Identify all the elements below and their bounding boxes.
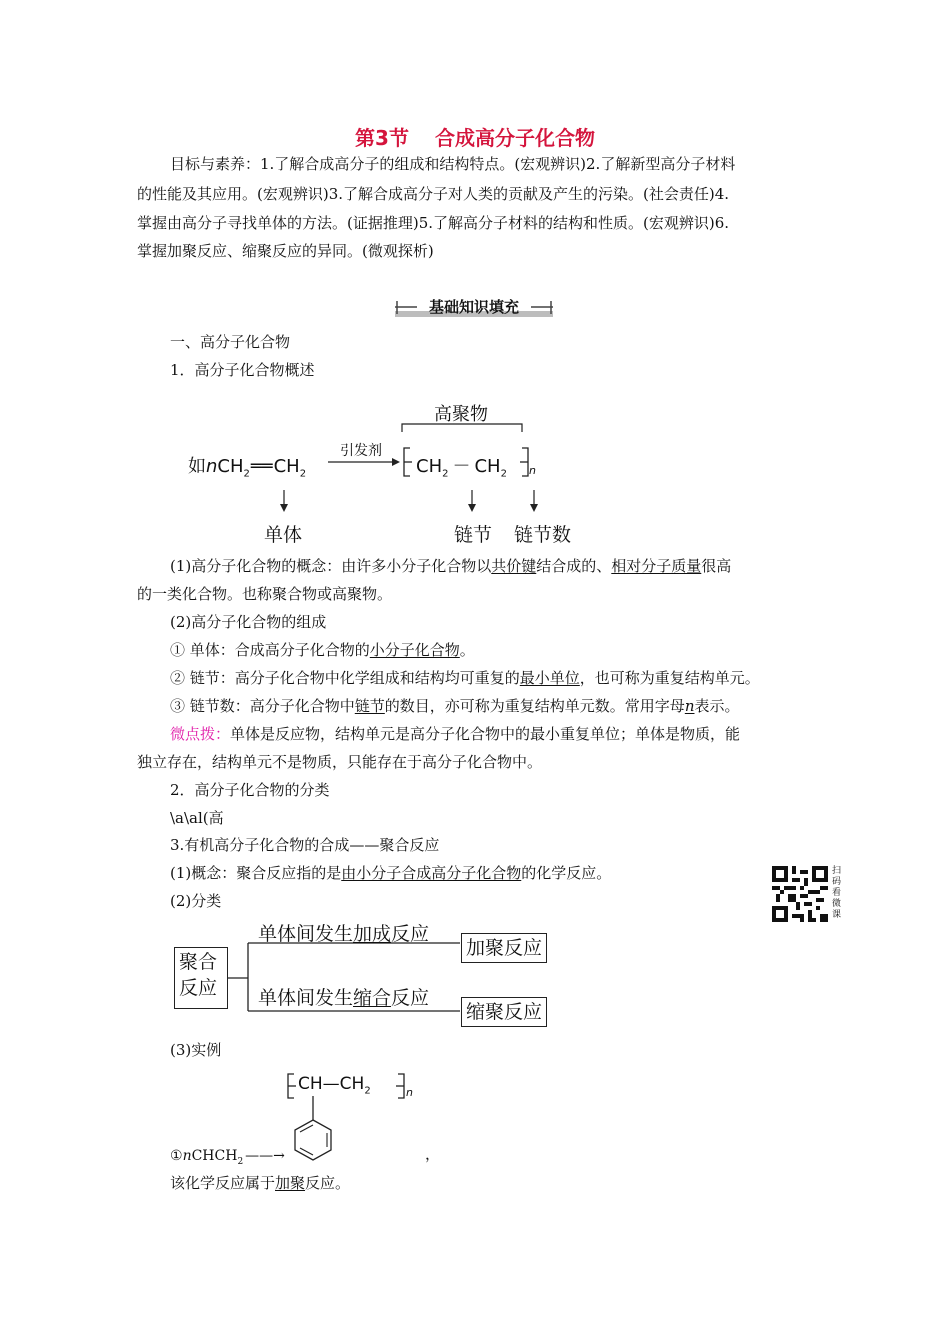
initiator-label: 引发剂 xyxy=(340,443,382,459)
equation-comma: ， xyxy=(425,1145,441,1163)
page-title xyxy=(0,122,950,151)
addition-condition: 单体间发生加成反应 xyxy=(258,923,430,945)
banner-text: 基础知识填充 xyxy=(428,298,519,316)
chain-unit-label: 链节 xyxy=(454,524,493,546)
synthesis-concept: (1)概念：聚合反应指的是由小分子合成高分子化合物的化学反应。 xyxy=(170,864,612,882)
composition-heading: (2)高分子化合物的组成 xyxy=(170,613,327,631)
condensation-condition: 单体间发生缩合反应 xyxy=(258,987,430,1009)
goals-line-4: 掌握加聚反应、缩聚反应的异同。(微观探析) xyxy=(137,242,434,260)
chain-unit-definition: ② 链节：高分子化合物中化学组成和结构均可重复的最小单位，也可称为重复结构单元。 xyxy=(170,669,760,687)
section-name: 合成高分子化合物 xyxy=(434,126,595,150)
chain-count-label: 链节数 xyxy=(514,524,572,546)
chain-count-subscript: n xyxy=(529,464,536,477)
heading-overview: 1．高分子化合物概述 xyxy=(170,361,315,379)
repeat-count: n xyxy=(406,1086,413,1099)
section-banner xyxy=(395,296,553,318)
heading-polymer: 一、高分子化合物 xyxy=(170,333,291,351)
classification-diagram xyxy=(170,915,570,1030)
polymerization-box: 聚合 反应 xyxy=(174,947,228,1009)
polymer-label: 高聚物 xyxy=(434,404,488,425)
addition-polymerization-box: 加聚反应 xyxy=(461,933,547,963)
qr-caption: 扫 码 看 微 课 xyxy=(832,866,842,920)
polymer-overview-diagram xyxy=(180,398,600,548)
repeat-unit: $CH—CH_2$ xyxy=(298,1074,371,1097)
goals-line-3: 掌握由高分子寻找单体的方法。(证据推理)5.了解高分子材料的结构和性质。(宏观辨识)6. xyxy=(137,214,730,232)
reaction-type: 该化学反应属于加聚反应。 xyxy=(170,1174,351,1192)
monomer-label: 单体 xyxy=(264,524,303,546)
goals-line-2: 的性能及其应用。(宏观辨识)3.了解合成高分子对人类的贡献及产生的污染。(社会责任)4. xyxy=(137,185,730,203)
example-heading: (3)实例 xyxy=(170,1041,222,1059)
goals-line-1: 目标与素养：1.了解合成高分子的组成和结构特点。(宏观辨识)2.了解新型高分子材料 xyxy=(170,155,736,173)
concept-line-2: 的一类化合物。也称聚合物或高聚物。 xyxy=(137,585,393,603)
condensation-polymerization-box: 缩聚反应 xyxy=(461,997,547,1027)
heading-synthesis: 3.有机高分子化合物的合成——聚合反应 xyxy=(170,836,440,854)
heading-classification: 2．高分子化合物的分类 xyxy=(170,781,330,799)
section-number: 第3节 xyxy=(355,126,409,150)
polymer-chain: $CH_2 - CH_2$ xyxy=(416,456,507,480)
concept-line-1: (1)高分子化合物的概念：由许多小分子化合物以共价键结合成的、相对分子质量很高 xyxy=(170,557,732,575)
classification-heading: (2)分类 xyxy=(170,892,222,910)
tip-line-2: 独立存在，结构单元不是物质，只能存在于高分子化合物中。 xyxy=(137,753,543,771)
monomer-equation: 如$nCH_2══CH_2$ xyxy=(188,456,307,480)
qr-code-icon[interactable] xyxy=(772,866,828,922)
monomer-definition: ① 单体：合成高分子化合物的小分子化合物。 xyxy=(170,641,475,659)
tip-line-1: 微点拨：单体是反应物，结构单元是高分子化合物中的最小重复单位；单体是物质，能 xyxy=(170,725,741,743)
reaction-equation: ①nCHCH$_2$ ——→ xyxy=(170,1148,285,1167)
tip-label: 微点拨： xyxy=(170,725,231,743)
garbled-text: \a\al(高 xyxy=(170,809,224,827)
chain-count-definition: ③ 链节数：高分子化合物中链节的数目，亦可称为重复结构单元数。常用字母n表示。 xyxy=(170,697,740,715)
